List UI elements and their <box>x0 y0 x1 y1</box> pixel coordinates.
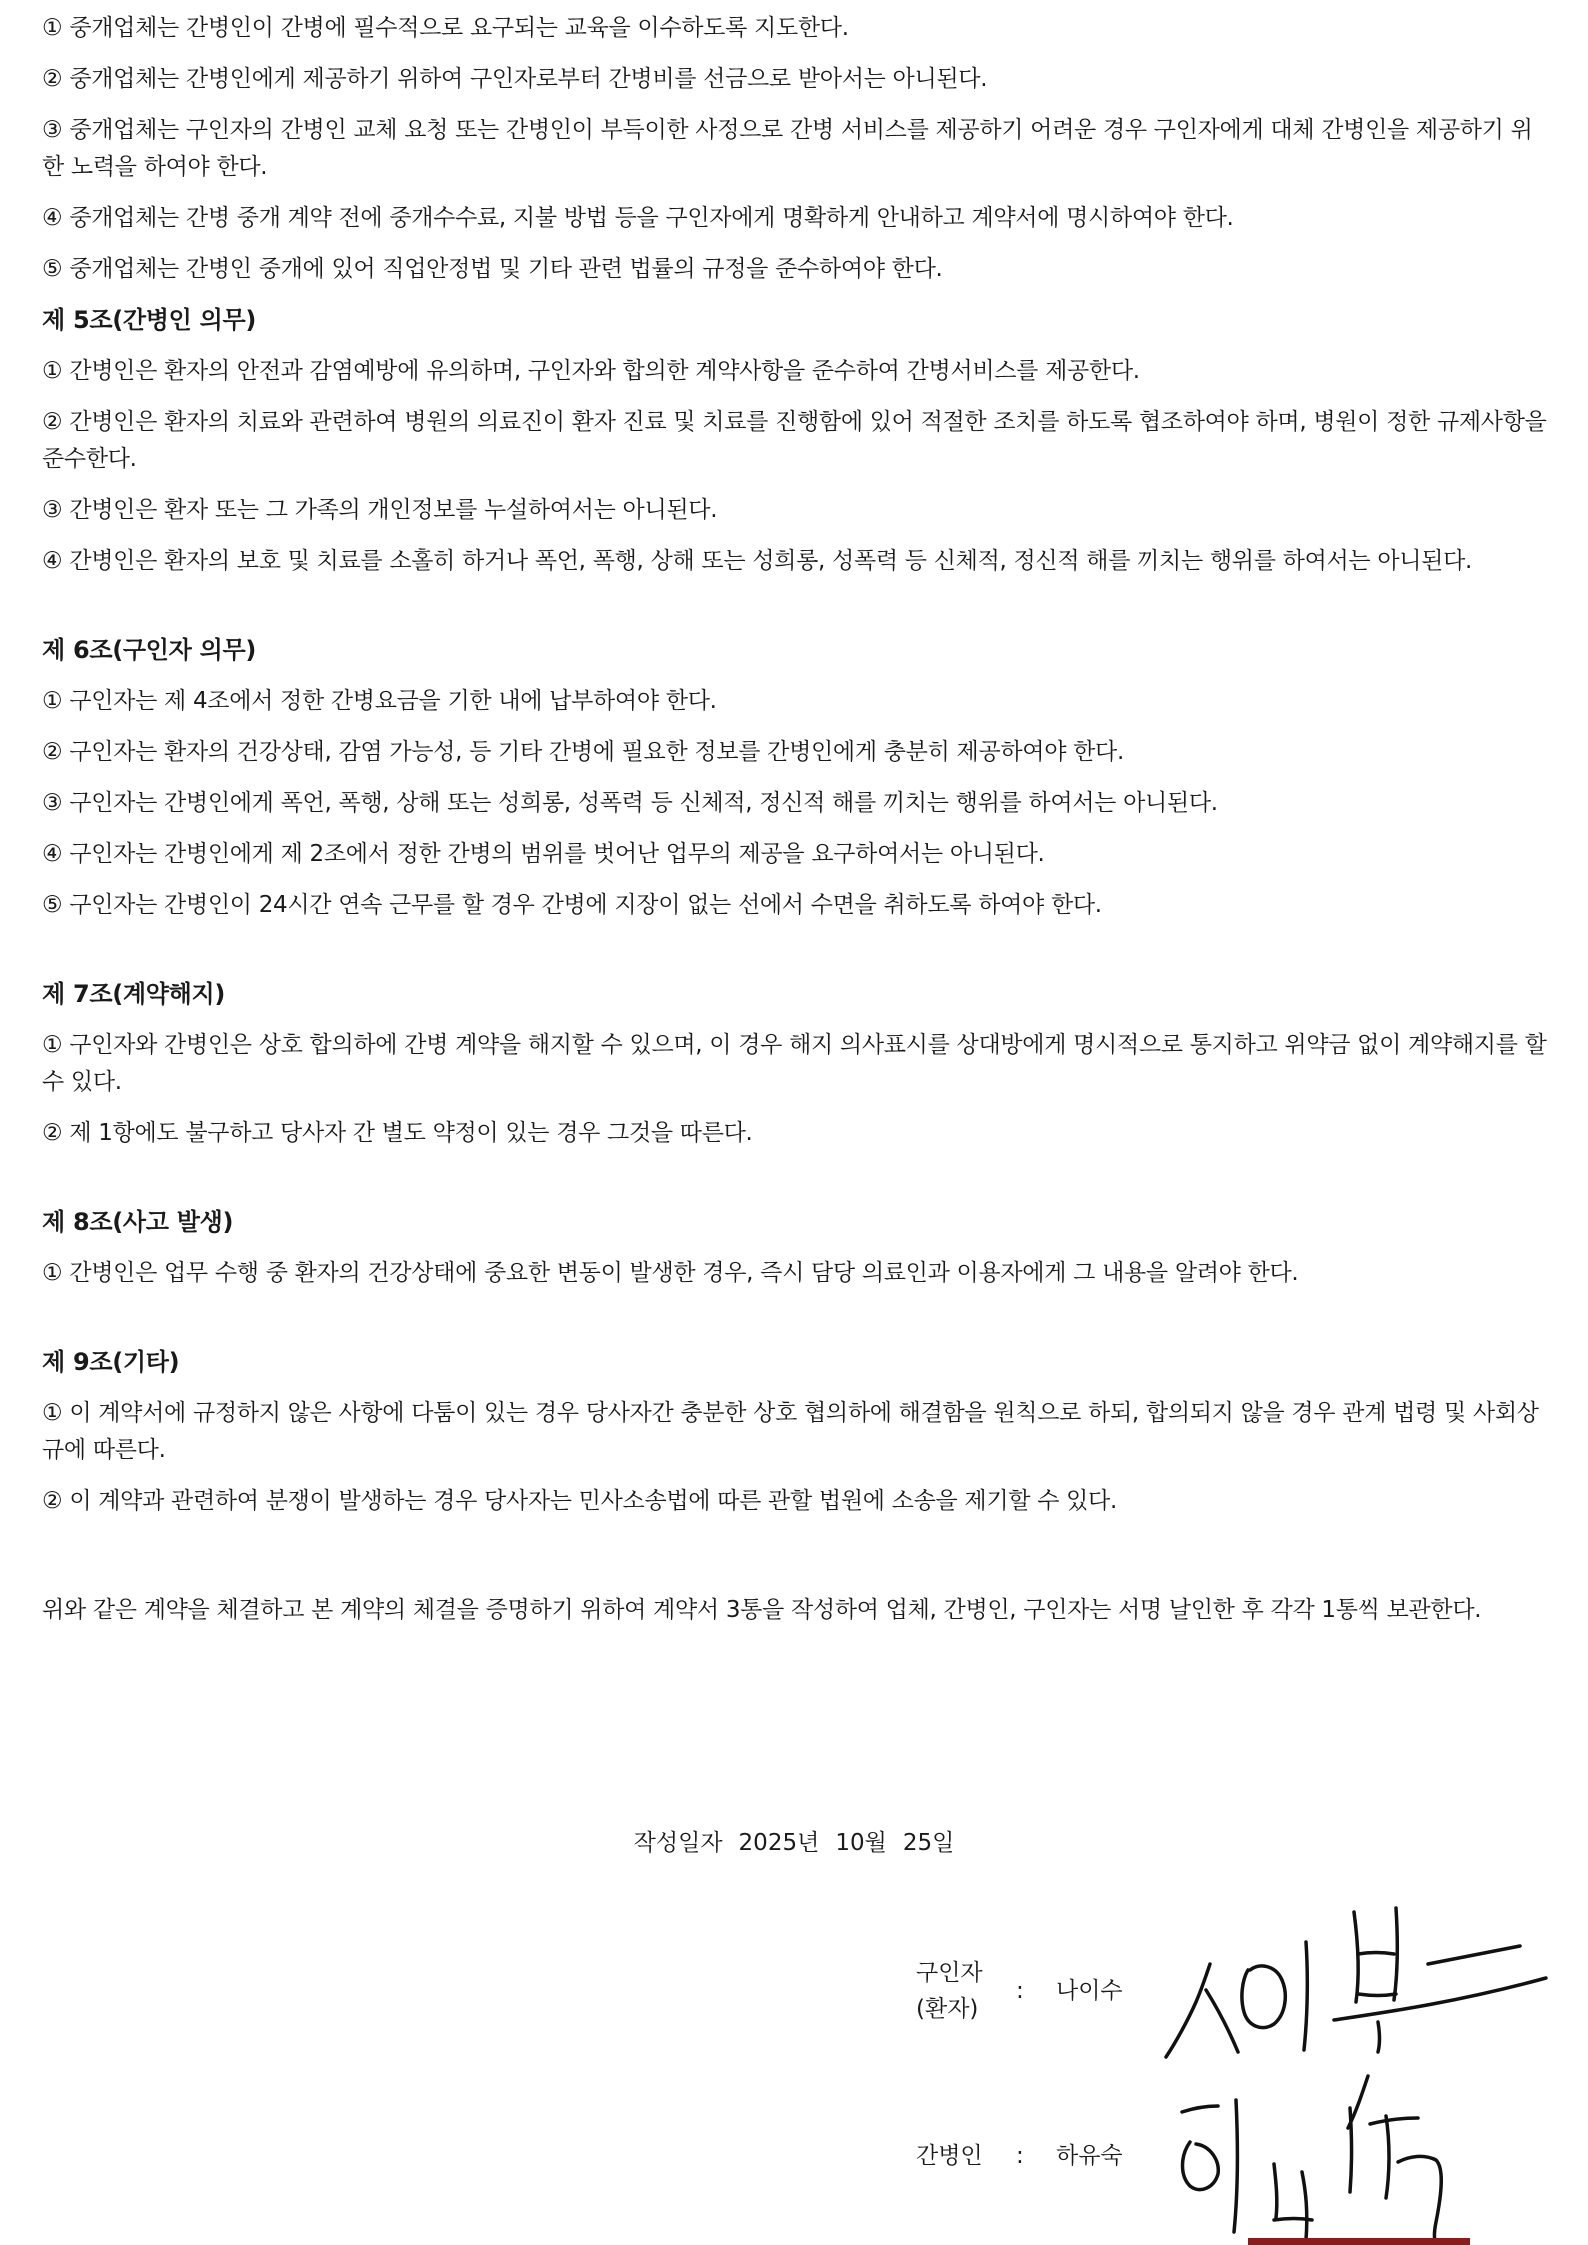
sig-stroke <box>1358 1994 1396 1996</box>
sig-stroke <box>1334 1978 1546 2020</box>
date-year: 2025년 <box>738 1830 820 1856</box>
article-item: ① 구인자와 간병인은 상호 합의하에 간병 계약을 해지할 수 있으며, 이 경우 해지 의사표시를 상대방에게 명시적으로 통지하고 위약금 없이 계약해지를 할 수 있다. <box>42 1032 1547 1095</box>
article-title: 제 9조(기타) <box>42 1348 180 1376</box>
intro-section <box>42 10 1550 288</box>
requester-colon: : <box>1016 1978 1024 2004</box>
sig-stroke <box>1274 2164 1277 2218</box>
sig-stroke <box>1386 2116 1389 2198</box>
caregiver-role: 간병인 <box>916 2143 983 2169</box>
closing-statement: 위와 같은 계약을 체결하고 본 계약의 체결을 증명하기 위하여 계약서 3통을 작성하여 업체, 간병인, 구인자는 서명 날인한 후 각각 1통씩 보관한다. <box>42 1597 1482 1623</box>
article-item: ③ 간병인은 환자 또는 그 가족의 개인정보를 누설하여서는 아니된다. <box>42 497 718 523</box>
intro-item-1: ① 중개업체는 간병인이 간병에 필수적으로 요구되는 교육을 이수하도록 지도한다. <box>42 15 849 41</box>
article-7 <box>42 976 1550 1152</box>
article-item: ③ 구인자는 간병인에게 폭언, 폭행, 상해 또는 성희롱, 성폭력 등 신체적, 정신적 해를 끼치는 행위를 하여서는 아니된다. <box>42 790 1218 816</box>
article-item: ① 구인자는 제 4조에서 정한 간병요금을 기한 내에 납부하여야 한다. <box>42 688 717 714</box>
article-5 <box>42 302 1550 580</box>
article-item: ② 간병인은 환자의 치료와 관련하여 병원의 의료진이 환자 진료 및 치료를 진행함에 있어 적절한 조치를 하도록 협조하여야 하며, 병원이 정한 규제사항을 준수한다. <box>42 409 1547 472</box>
article-item: ④ 간병인은 환자의 보호 및 치료를 소홀히 하거나 폭언, 폭행, 상해 또는 성희롱, 성폭력 등 신체적, 정신적 해를 끼치는 행위를 하여서는 아니된다. <box>42 548 1473 574</box>
intro-item-3: ③ 중개업체는 구인자의 간병인 교체 요청 또는 간병인이 부득이한 사정으로 간병 서비스를 제공하기 어려운 경우 구인자에게 대체 간병인을 제공하기 위한 노력을 하여야 한다. <box>42 117 1533 180</box>
sig-stroke <box>1304 1942 1307 2050</box>
sig-stroke <box>1234 2100 1237 2232</box>
article-9 <box>42 1344 1550 1520</box>
article-item: ⑤ 구인자는 간병인이 24시간 연속 근무를 할 경우 간병에 지장이 없는 선에서 수면을 취하도록 하여야 한다. <box>42 892 1102 918</box>
date-row <box>0 1825 1588 1862</box>
sig-stroke <box>1354 1912 1358 2002</box>
intro-item-2: ② 중개업체는 간병인에게 제공하기 위하여 구인자로부터 간병비를 선금으로 받아서는 아니된다. <box>42 66 988 92</box>
article-title: 제 6조(구인자 의무) <box>42 636 257 664</box>
article-item: ① 간병인은 업무 수행 중 환자의 건강상태에 중요한 변동이 발생한 경우, 즉시 담당 의료인과 이용자에게 그 내용을 알려야 한다. <box>42 1260 1299 1286</box>
article-title: 제 8조(사고 발생) <box>42 1208 234 1236</box>
sig-stroke <box>1242 1966 1285 2028</box>
date-label: 작성일자 <box>633 1830 723 1856</box>
contract-document <box>42 10 1550 1652</box>
article-title: 제 5조(간병인 의무) <box>42 306 257 334</box>
requester-role-line1: 구인자 <box>916 1960 983 1986</box>
sig-stroke <box>1302 2172 1307 2240</box>
article-item: ④ 구인자는 간병인에게 제 2조에서 정한 간병의 범위를 벗어난 업무의 제공을 요구하여서는 아니된다. <box>42 841 1045 867</box>
sig-stroke <box>1206 1990 1238 2052</box>
date-day: 25일 <box>902 1830 955 1856</box>
sig-stroke <box>1183 2142 1219 2190</box>
caregiver-colon: : <box>1016 2143 1024 2169</box>
intro-item-5: ⑤ 중개업체는 간병인 중개에 있어 직업안정법 및 기타 관련 법률의 규정을 준수하여야 한다. <box>42 256 943 282</box>
article-item: ① 이 계약서에 규정하지 않은 사항에 다툼이 있는 경우 당사자간 충분한 상호 협의하에 해결함을 원칙으로 하되, 합의되지 않을 경우 관계 법령 및 사회상규에 따른다. <box>42 1400 1539 1463</box>
sig-stroke <box>1428 1946 1520 1964</box>
article-6 <box>42 632 1550 924</box>
article-8 <box>42 1204 1550 1292</box>
intro-item-4: ④ 중개업체는 간병 중개 계약 전에 중개수수료, 지불 방법 등을 구인자에게 명확하게 안내하고 계약서에 명시하여야 한다. <box>42 205 1234 231</box>
sig-stroke <box>1398 2156 1441 2244</box>
article-item: ② 제 1항에도 불구하고 당사자 간 별도 약정이 있는 경우 그것을 따른다. <box>42 1120 753 1146</box>
caregiver-handwritten-signature <box>1172 2072 1512 2245</box>
sig-stroke <box>1348 2076 1368 2128</box>
requester-name: 나이수 <box>1056 1978 1123 2004</box>
sig-stroke <box>1182 2106 1218 2112</box>
sig-stroke <box>1370 2118 1418 2124</box>
requester-handwritten-signature <box>1158 1902 1550 2072</box>
requester-role <box>916 1955 996 2027</box>
seal-stamp-edge <box>1248 2238 1470 2245</box>
sig-stroke <box>1378 2022 1380 2052</box>
sig-stroke <box>1166 1964 1210 2057</box>
sig-stroke <box>1358 1953 1394 1955</box>
article-title: 제 7조(계약해지) <box>42 980 226 1008</box>
caregiver-name: 하유숙 <box>1056 2143 1123 2169</box>
date-month: 10월 <box>835 1830 887 1856</box>
requester-role-line2: (환자) <box>916 1996 979 2022</box>
article-item: ② 구인자는 환자의 건강상태, 감염 가능성, 등 기타 간병에 필요한 정보를 간병인에게 충분히 제공하여야 한다. <box>42 739 1124 765</box>
article-item: ② 이 계약과 관련하여 분쟁이 발생하는 경우 당사자는 민사소송법에 따른 관할 법원에 소송을 제기할 수 있다. <box>42 1488 1117 1514</box>
article-item: ① 간병인은 환자의 안전과 감염예방에 유의하며, 구인자와 합의한 계약사항을 준수하여 간병서비스를 제공한다. <box>42 358 1140 384</box>
